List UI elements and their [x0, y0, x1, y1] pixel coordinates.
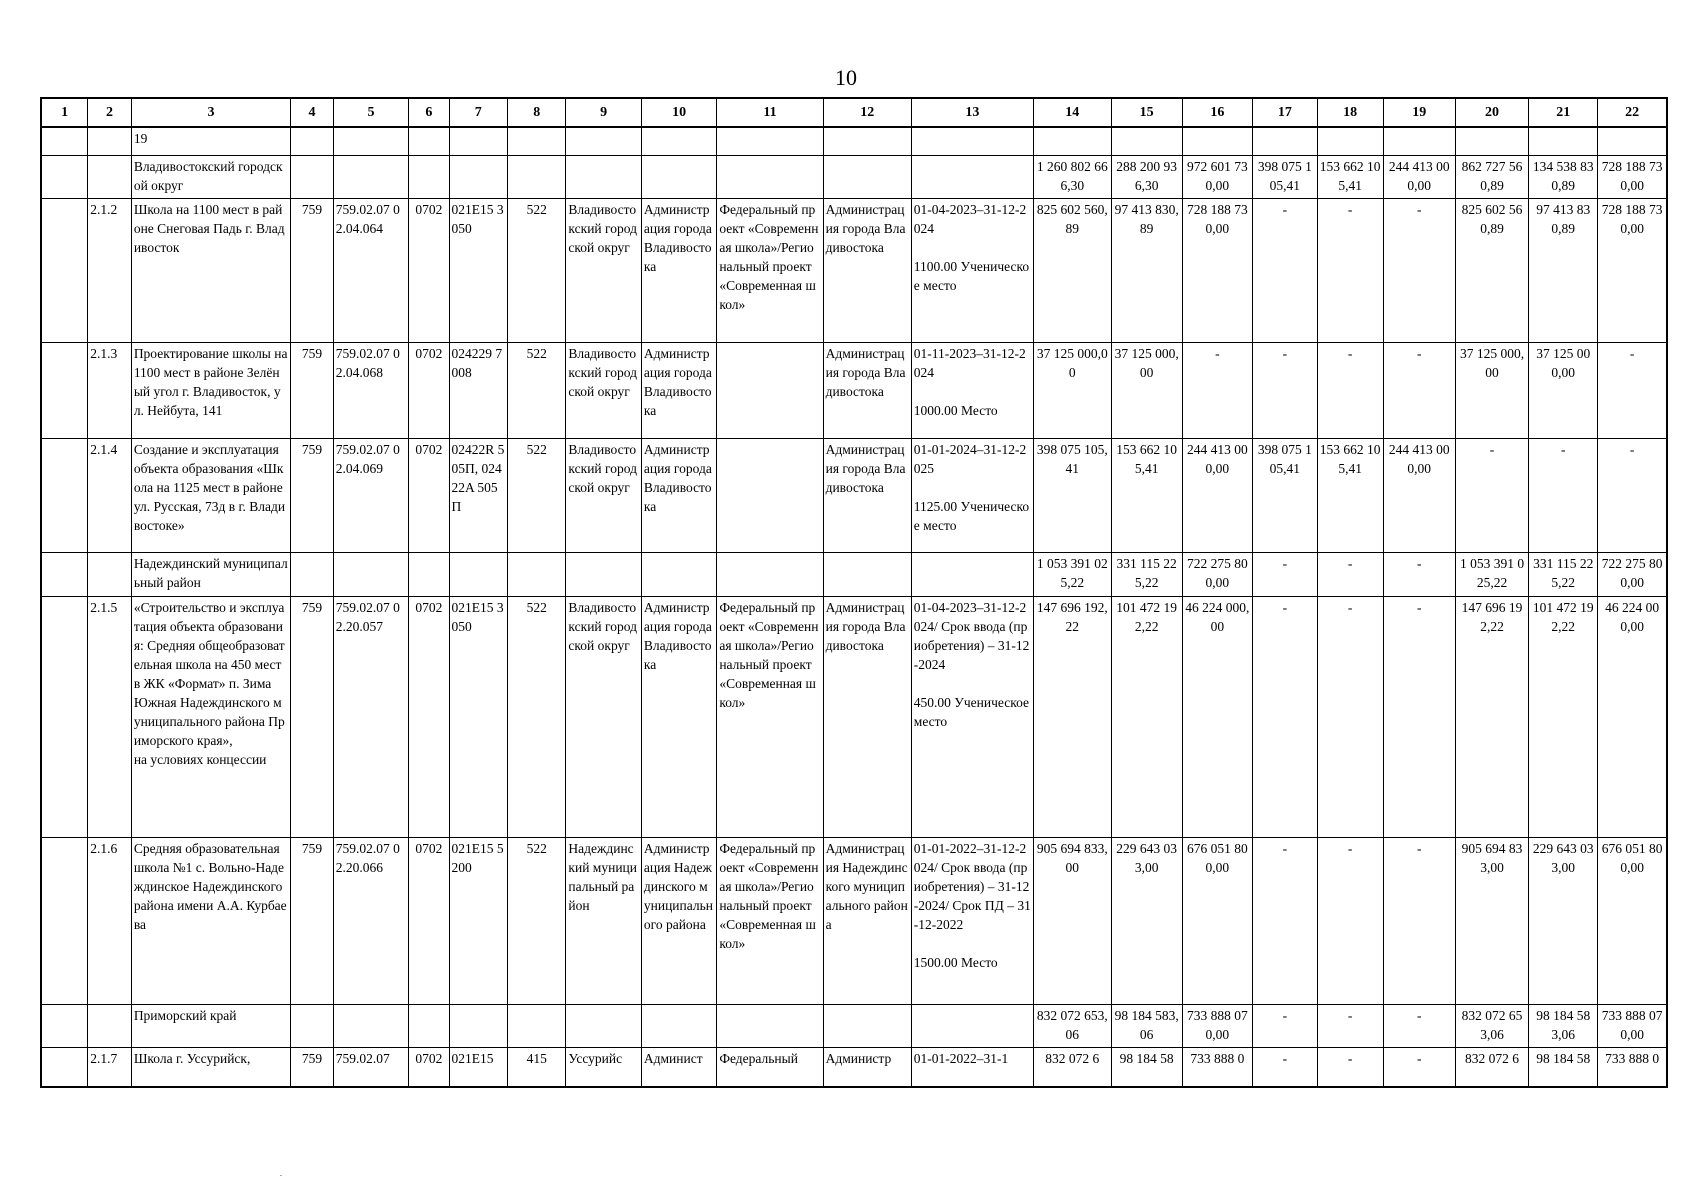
table-cell: Администрация города Владивостока	[823, 596, 911, 838]
table-cell	[333, 1004, 408, 1047]
table-cell: «Строительство и эксплуатация объекта образования: Средняя общеобразовательная школа на 450 мест в ЖК «Формат» п. Зима Южная Надеждинского муниципального района Приморского края», на условиях концессии	[131, 596, 290, 838]
column-header: 6	[409, 98, 449, 127]
column-header: 20	[1455, 98, 1528, 127]
table-cell: Проектирование школы на 1100 мест в районе Зелёный угол г. Владивосток, ул. Нейбута, 141	[131, 343, 290, 438]
table-cell: 733 888 070,00	[1598, 1004, 1667, 1047]
table-cell	[911, 155, 1033, 198]
table-cell: 0702	[409, 1048, 449, 1087]
table-cell: -	[1317, 199, 1383, 343]
table-cell: Владивостокский городской округ	[131, 155, 290, 198]
table-cell	[1317, 127, 1383, 156]
table-cell: 98 184 583,06	[1529, 1004, 1598, 1047]
table-cell	[41, 343, 88, 438]
table-row	[41, 438, 1667, 552]
table-cell	[566, 127, 641, 156]
table-cell: Администрация Надеждинского муниципального района	[641, 838, 716, 1004]
table-cell: 147 696 192,22	[1034, 596, 1112, 838]
column-header: 21	[1529, 98, 1598, 127]
table-cell: Владивостокский городской округ	[566, 199, 641, 343]
table-cell: 1 260 802 666,30	[1034, 155, 1112, 198]
table-cell: 825 602 560,89	[1455, 199, 1528, 343]
table-cell	[717, 155, 823, 198]
table-cell: Администрация города Владивостока	[823, 343, 911, 438]
table-row	[41, 1048, 1667, 1087]
table-cell: 759	[291, 1048, 334, 1087]
table-cell: 1 053 391 025,22	[1455, 553, 1528, 596]
table-cell: -	[1383, 1004, 1455, 1047]
table-cell	[41, 155, 88, 198]
table-row	[41, 127, 1667, 156]
table-row	[41, 553, 1667, 596]
table-cell: 728 188 730,00	[1182, 199, 1252, 343]
table-cell: Администрация города Владивостока	[641, 343, 716, 438]
table-cell: -	[1252, 596, 1317, 838]
table-cell	[41, 199, 88, 343]
table-cell	[507, 127, 565, 156]
table-row	[41, 596, 1667, 838]
table-cell: 832 072 6	[1034, 1048, 1112, 1087]
table-cell: Администрация города Владивостока	[823, 199, 911, 343]
table-cell	[449, 155, 507, 198]
table-cell	[566, 155, 641, 198]
table-cell	[41, 1004, 88, 1047]
table-row	[41, 1004, 1667, 1047]
table-cell: 153 662 105,41	[1111, 438, 1182, 552]
table-cell	[823, 553, 911, 596]
table-cell	[41, 838, 88, 1004]
table-cell: 2.1.4	[88, 438, 132, 552]
table-cell: 147 696 192,22	[1455, 596, 1528, 838]
table-cell: -	[1455, 438, 1528, 552]
table-cell: Владивостокский городской округ	[566, 596, 641, 838]
table-cell: 01-04-2023–31-12-2024 1100.00 Ученическое место	[911, 199, 1033, 343]
table-cell	[1252, 127, 1317, 156]
table-cell	[449, 127, 507, 156]
table-cell: Создание и эксплуатация объекта образования «Школа на 1125 мест в районе ул. Русская, 73д в г. Владивостоке»	[131, 438, 290, 552]
table-cell	[1111, 127, 1182, 156]
table-cell	[449, 1004, 507, 1047]
table-cell	[507, 553, 565, 596]
column-header: 19	[1383, 98, 1455, 127]
table-cell: Владивостокский городской округ	[566, 438, 641, 552]
table-cell	[1529, 127, 1598, 156]
table-cell: 972 601 730,00	[1182, 155, 1252, 198]
table-row	[41, 199, 1667, 343]
column-header: 10	[641, 98, 716, 127]
table-cell: -	[1252, 553, 1317, 596]
table-cell: 522	[507, 838, 565, 1004]
table-cell: 1 053 391 025,22	[1034, 553, 1112, 596]
column-header: 22	[1598, 98, 1667, 127]
table-cell: -	[1252, 199, 1317, 343]
table-cell: Админист	[641, 1048, 716, 1087]
table-cell: 832 072 653,06	[1034, 1004, 1112, 1047]
table-cell: Надеждинский муниципальный район	[566, 838, 641, 1004]
table-cell: 728 188 730,00	[1598, 155, 1667, 198]
table-cell: 733 888 070,00	[1182, 1004, 1252, 1047]
table-cell	[88, 155, 132, 198]
table-row	[41, 343, 1667, 438]
table-cell: 2.1.7	[88, 1048, 132, 1087]
table-cell: 415	[507, 1048, 565, 1087]
table-cell: 19	[131, 127, 290, 156]
table-cell: 331 115 225,22	[1111, 553, 1182, 596]
table-cell: 832 072 6	[1455, 1048, 1528, 1087]
table-cell: 229 643 033,00	[1111, 838, 1182, 1004]
table-cell	[41, 127, 88, 156]
table-cell	[409, 155, 449, 198]
table-cell: -	[1182, 343, 1252, 438]
table-cell: Федеральный	[717, 1048, 823, 1087]
table-cell: -	[1383, 596, 1455, 838]
table-cell: -	[1598, 438, 1667, 552]
table-cell: 2.1.6	[88, 838, 132, 1004]
table-cell: 02422R 505П, 02422A 505П	[449, 438, 507, 552]
table-cell: 759	[291, 438, 334, 552]
table-cell: 98 184 58	[1111, 1048, 1182, 1087]
table-cell: 733 888 0	[1182, 1048, 1252, 1087]
table-cell	[911, 127, 1033, 156]
table-cell: 905 694 833,00	[1034, 838, 1112, 1004]
column-header: 5	[333, 98, 408, 127]
table-cell: 0702	[409, 199, 449, 343]
table-cell: Администрация города Владивостока	[641, 199, 716, 343]
table-cell: 522	[507, 596, 565, 838]
table-cell: 676 051 800,00	[1598, 838, 1667, 1004]
table-cell: 37 125 000,00	[1529, 343, 1598, 438]
table-cell	[507, 1004, 565, 1047]
table-cell	[1383, 127, 1455, 156]
table-cell: 759.02.07 02.04.064	[333, 199, 408, 343]
table-cell	[717, 127, 823, 156]
table-cell: 98 184 583,06	[1111, 1004, 1182, 1047]
table-cell	[911, 553, 1033, 596]
scan-speck	[280, 1175, 282, 1176]
table-cell	[911, 1004, 1033, 1047]
table-cell: Приморский край	[131, 1004, 290, 1047]
table-cell: 01-01-2024–31-12-2025 1125.00 Ученическое место	[911, 438, 1033, 552]
table-cell: -	[1317, 1004, 1383, 1047]
table-cell	[291, 553, 334, 596]
table-cell	[641, 127, 716, 156]
table-cell: 98 184 58	[1529, 1048, 1598, 1087]
table-cell: 021E15 5200	[449, 838, 507, 1004]
column-header: 11	[717, 98, 823, 127]
table-cell	[88, 127, 132, 156]
table-cell: 733 888 0	[1598, 1048, 1667, 1087]
table-cell: -	[1317, 343, 1383, 438]
table-row	[41, 155, 1667, 198]
table-row	[41, 838, 1667, 1004]
table-cell: -	[1317, 553, 1383, 596]
table-cell: 101 472 192,22	[1529, 596, 1598, 838]
table-cell: 398 075 105,41	[1252, 155, 1317, 198]
table-cell: 2.1.2	[88, 199, 132, 343]
table-cell	[717, 1004, 823, 1047]
table-cell: 331 115 225,22	[1529, 553, 1598, 596]
column-header: 8	[507, 98, 565, 127]
table-cell	[333, 553, 408, 596]
table-cell: 37 125 000,00	[1034, 343, 1112, 438]
table-cell: Администрация города Владивостока	[823, 438, 911, 552]
table-cell: 134 538 830,89	[1529, 155, 1598, 198]
table-cell: Школа на 1100 мест в районе Снеговая Падь г. Владивосток	[131, 199, 290, 343]
column-header: 1	[41, 98, 88, 127]
column-header: 14	[1034, 98, 1112, 127]
column-header: 2	[88, 98, 132, 127]
table-cell: Администр	[823, 1048, 911, 1087]
table-cell: -	[1317, 838, 1383, 1004]
table-cell	[449, 553, 507, 596]
table-cell: 905 694 833,00	[1455, 838, 1528, 1004]
table-cell: 0702	[409, 596, 449, 838]
table-cell	[717, 438, 823, 552]
table-cell: 522	[507, 199, 565, 343]
table-cell	[641, 1004, 716, 1047]
table-cell	[41, 438, 88, 552]
column-header: 15	[1111, 98, 1182, 127]
table-cell: Федеральный проект «Современная школа»/Региональный проект «Современная школ»	[717, 199, 823, 343]
table-cell: -	[1317, 596, 1383, 838]
table-cell: 832 072 653,06	[1455, 1004, 1528, 1047]
table-cell	[1182, 127, 1252, 156]
table-cell: 398 075 105,41	[1034, 438, 1112, 552]
table-cell: 2.1.3	[88, 343, 132, 438]
table-cell: -	[1252, 343, 1317, 438]
table-cell	[641, 553, 716, 596]
table-cell: -	[1529, 438, 1598, 552]
table-cell: 0702	[409, 343, 449, 438]
table-cell	[1598, 127, 1667, 156]
table-cell: Федеральный проект «Современная школа»/Региональный проект «Современная школ»	[717, 838, 823, 1004]
table-cell	[566, 1004, 641, 1047]
table-cell	[1034, 127, 1112, 156]
table-cell: 01-01-2022–31-12-2024/ Срок ввода (приобретения) – 31-12-2024/ Срок ПД – 31-12-2022 1500.00 Место	[911, 838, 1033, 1004]
column-header: 4	[291, 98, 334, 127]
table-cell	[717, 553, 823, 596]
table-cell	[717, 343, 823, 438]
table-cell: -	[1598, 343, 1667, 438]
table-cell: 722 275 800,00	[1598, 553, 1667, 596]
table-cell: 101 472 192,22	[1111, 596, 1182, 838]
table-cell	[88, 1004, 132, 1047]
table-cell	[823, 155, 911, 198]
table-cell: 728 188 730,00	[1598, 199, 1667, 343]
table-cell: Уссурийс	[566, 1048, 641, 1087]
table-cell: -	[1383, 199, 1455, 343]
table-cell: Федеральный проект «Современная школа»/Региональный проект «Современная школ»	[717, 596, 823, 838]
table-cell: Администрация Надеждинского муниципального района	[823, 838, 911, 1004]
table-cell: 759	[291, 596, 334, 838]
table-cell	[507, 155, 565, 198]
table-cell: 862 727 560,89	[1455, 155, 1528, 198]
table-cell	[1455, 127, 1528, 156]
header-row	[41, 98, 1667, 127]
page-number: 10	[835, 65, 857, 90]
table-cell: 0702	[409, 438, 449, 552]
table-cell: 759.02.07 02.04.068	[333, 343, 408, 438]
table-cell: Надеждинский муниципальный район	[131, 553, 290, 596]
table-cell	[41, 1048, 88, 1087]
table-cell	[566, 553, 641, 596]
table-cell: 229 643 033,00	[1529, 838, 1598, 1004]
table-cell	[88, 553, 132, 596]
table-cell: 244 413 000,00	[1383, 155, 1455, 198]
table-cell	[409, 553, 449, 596]
budget-table	[40, 97, 1668, 1088]
table-cell: 37 125 000,00	[1111, 343, 1182, 438]
table-cell	[333, 155, 408, 198]
table-cell: 0702	[409, 838, 449, 1004]
table-cell: 021E15	[449, 1048, 507, 1087]
table-cell	[409, 127, 449, 156]
table-cell: 01-04-2023–31-12-2024/ Срок ввода (приобретения) – 31-12-2024 450.00 Ученическое место	[911, 596, 1033, 838]
column-header: 16	[1182, 98, 1252, 127]
table-cell	[409, 1004, 449, 1047]
table-cell: -	[1317, 1048, 1383, 1087]
table-cell	[291, 1004, 334, 1047]
table-cell	[41, 596, 88, 838]
table-cell: 759.02.07	[333, 1048, 408, 1087]
table-cell: Средняя образовательная школа №1 с. Вольно-Надеждинское Надеждинского района имени А.А. Курбаева	[131, 838, 290, 1004]
table-cell: 759	[291, 199, 334, 343]
table-cell: 759	[291, 838, 334, 1004]
table-cell: Администрация города Владивостока	[641, 596, 716, 838]
table-cell: 2.1.5	[88, 596, 132, 838]
table-cell: 759	[291, 343, 334, 438]
table-cell	[291, 155, 334, 198]
table-cell: 97 413 830,89	[1111, 199, 1182, 343]
column-header: 13	[911, 98, 1033, 127]
table-cell: 97 413 830,89	[1529, 199, 1598, 343]
table-cell: Администрация города Владивостока	[641, 438, 716, 552]
table-cell: -	[1252, 1048, 1317, 1087]
column-header: 17	[1252, 98, 1317, 127]
table-cell: 398 075 105,41	[1252, 438, 1317, 552]
table-cell	[823, 1004, 911, 1047]
table-cell: Школа г. Уссурийск,	[131, 1048, 290, 1087]
column-header: 18	[1317, 98, 1383, 127]
column-header: 7	[449, 98, 507, 127]
table-cell: 759.02.07 02.20.066	[333, 838, 408, 1004]
table-cell: 021E15 3050	[449, 199, 507, 343]
table-cell: 676 051 800,00	[1182, 838, 1252, 1004]
table-cell: 722 275 800,00	[1182, 553, 1252, 596]
table-cell: 46 224 000,00	[1182, 596, 1252, 838]
table-cell: -	[1252, 1004, 1317, 1047]
table-cell: 244 413 000,00	[1383, 438, 1455, 552]
table-cell: -	[1383, 343, 1455, 438]
table-cell: 01-01-2022–31-1	[911, 1048, 1033, 1087]
table-cell: 244 413 000,00	[1182, 438, 1252, 552]
table-cell: 825 602 560,89	[1034, 199, 1112, 343]
table-cell	[41, 553, 88, 596]
table-cell	[823, 127, 911, 156]
column-header: 12	[823, 98, 911, 127]
table-cell: 153 662 105,41	[1317, 155, 1383, 198]
column-header: 9	[566, 98, 641, 127]
table-cell: 024229 7008	[449, 343, 507, 438]
table-cell	[641, 155, 716, 198]
table-cell	[291, 127, 334, 156]
table-cell: -	[1383, 838, 1455, 1004]
table-cell: 37 125 000,00	[1455, 343, 1528, 438]
table-cell: 759.02.07 02.20.057	[333, 596, 408, 838]
table-cell: Владивостокский городской округ	[566, 343, 641, 438]
table-cell: 153 662 105,41	[1317, 438, 1383, 552]
table-cell	[333, 127, 408, 156]
table-cell: 288 200 936,30	[1111, 155, 1182, 198]
table-cell: -	[1252, 838, 1317, 1004]
table-cell: -	[1383, 553, 1455, 596]
table-cell: 021E15 3050	[449, 596, 507, 838]
table-cell: 522	[507, 343, 565, 438]
table-cell: 01-11-2023–31-12-2024 1000.00 Место	[911, 343, 1033, 438]
table-cell: -	[1383, 1048, 1455, 1087]
table-cell: 522	[507, 438, 565, 552]
table-cell: 46 224 000,00	[1598, 596, 1667, 838]
column-header: 3	[131, 98, 290, 127]
table-cell: 759.02.07 02.04.069	[333, 438, 408, 552]
